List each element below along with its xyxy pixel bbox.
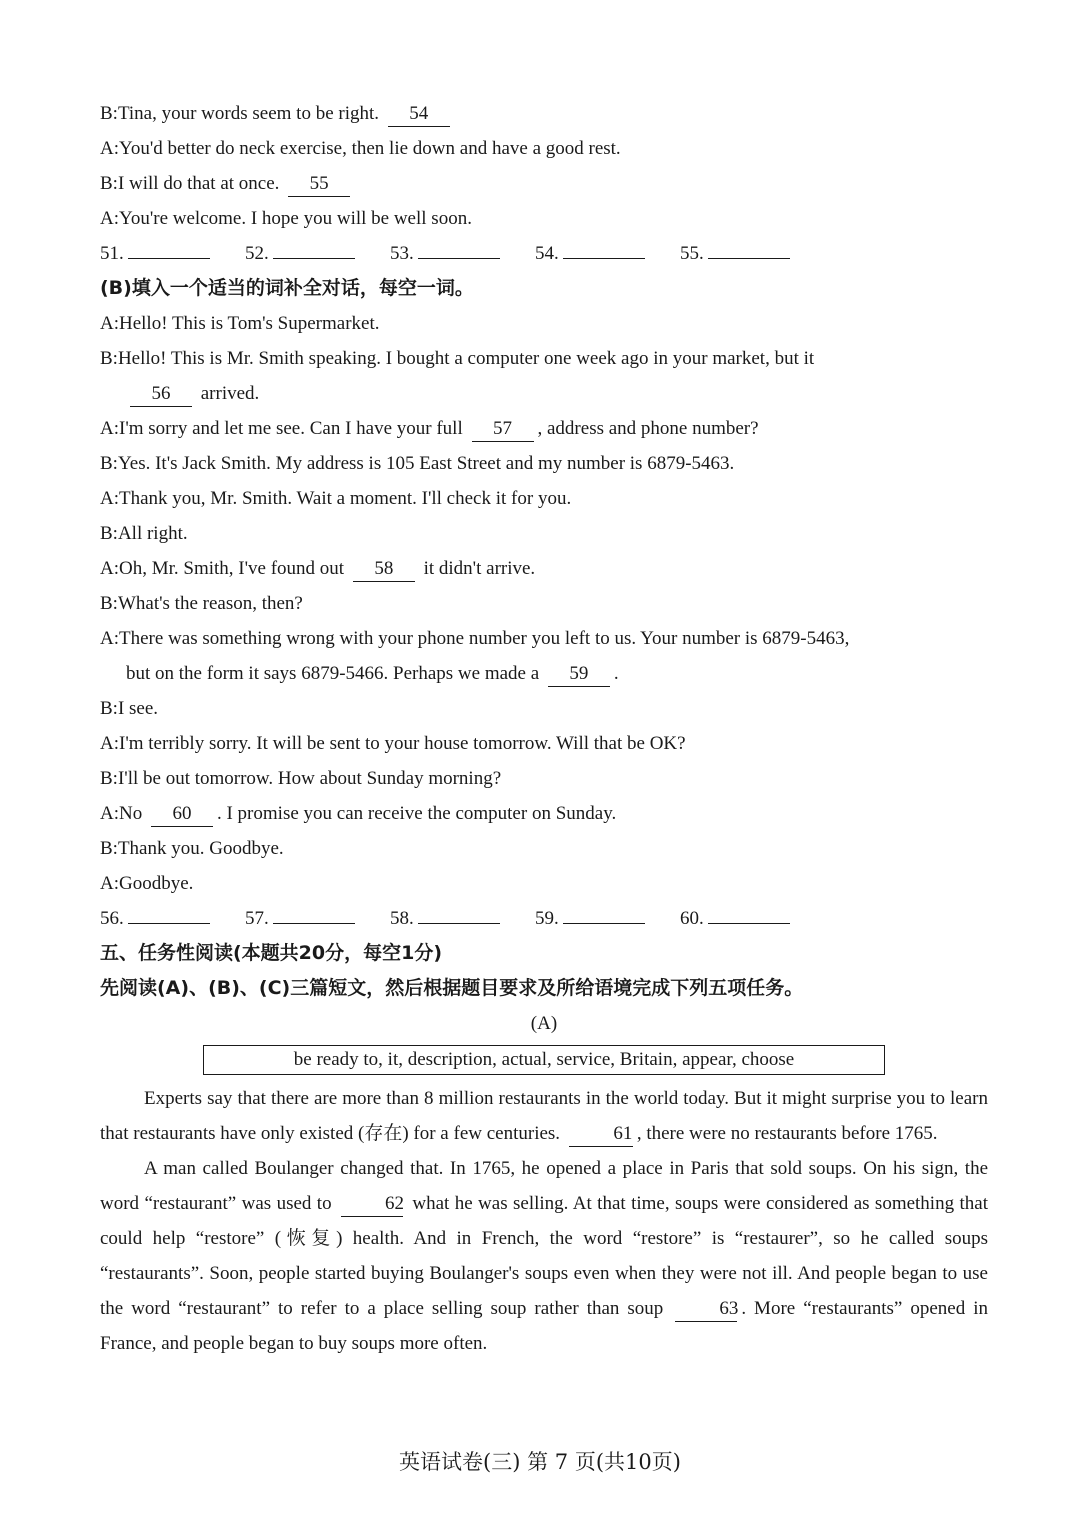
speaker-label: B:	[100, 173, 118, 194]
answer-number: 52.	[245, 243, 269, 264]
answer-number: 55.	[680, 243, 704, 264]
line-text: What's the reason, then?	[117, 593, 303, 614]
dialogue-line	[100, 551, 988, 586]
speaker-label: A:	[100, 873, 119, 894]
para2-text-c: . More “restaurants” opened in France, and people began to buy soups more often.	[100, 1298, 988, 1354]
blank-54: 54	[388, 102, 450, 127]
answer-line	[563, 236, 645, 259]
speaker-label: B:	[100, 698, 118, 719]
line-text: You're welcome. I hope you will be well soon.	[119, 208, 472, 229]
dialogue-line	[100, 446, 988, 481]
dialogue-b	[100, 306, 988, 901]
dialogue-line	[100, 96, 988, 131]
answer-slot	[100, 901, 245, 936]
speaker-label: A:	[100, 628, 119, 649]
line-text: Hello! This is Tom's Supermarket.	[119, 313, 380, 334]
line-text: Oh, Mr. Smith, I've found out	[119, 558, 349, 579]
answer-slot	[390, 236, 535, 271]
paragraph-2	[100, 1151, 988, 1361]
answer-slot	[535, 901, 680, 936]
speaker-label: B:	[100, 348, 118, 369]
dialogue-line	[100, 201, 988, 236]
answer-number: 57.	[245, 908, 269, 929]
para2-text-b: what he was selling. At that time, soups were considered as something that could help “restore” (恢复) health. And in French, the word “restore” is “restaurer”, so he called soups “restaurants”. Soon, people started buying Boulanger's soups even when they were not ill. And people began to use the word “restaurant” to refer to a place selling soup rather than soup	[100, 1193, 988, 1319]
line-text-after: .	[613, 663, 619, 684]
dialogue-line	[100, 341, 988, 376]
line-text: Hello! This is Mr. Smith speaking. I bought a computer one week ago in your market, but it	[117, 348, 815, 369]
dialogue-line	[100, 656, 988, 691]
blank-62: 62	[341, 1192, 403, 1217]
answer-line	[418, 236, 500, 259]
dialogue-line	[100, 411, 988, 446]
speaker-label: A:	[100, 803, 119, 824]
dialogue-line	[100, 796, 988, 831]
dialogue-line	[100, 726, 988, 761]
dialogue-line	[100, 516, 988, 551]
line-text: There was something wrong with your phone number you left to us. Your number is 6879-5463,	[119, 628, 850, 649]
answer-number: 51.	[100, 243, 124, 264]
line-text: All right.	[117, 523, 188, 544]
answer-line	[128, 236, 210, 259]
answer-slot	[680, 236, 825, 271]
answer-slot	[680, 901, 825, 936]
page-footer: 英语试卷(三) 第 7 页(共10页)	[399, 1450, 681, 1474]
speaker-label: B:	[100, 453, 118, 474]
speaker-label: A:	[100, 733, 119, 754]
speaker-label: A:	[100, 313, 119, 334]
dialogue-line	[100, 376, 988, 411]
line-text-after: . I promise you can receive the computer on Sunday.	[216, 803, 617, 824]
answer-number: 54.	[535, 243, 559, 264]
line-text: You'd better do neck exercise, then lie down and have a good rest.	[119, 138, 621, 159]
blank-63: 63	[675, 1297, 737, 1322]
answer-row-51-55	[100, 236, 988, 271]
dialogue-line	[100, 621, 988, 656]
para1-text-a: Experts say that there are more than 8 million restaurants in the world today. But it might surprise you to learn that restaurants have only existed (存在) for a few centuries.	[100, 1088, 988, 1144]
answer-slot	[245, 901, 390, 936]
speaker-label: B:	[100, 838, 118, 859]
line-text: Tina, your words seem to be right.	[117, 103, 384, 124]
answer-number: 56.	[100, 908, 124, 929]
speaker-label: B:	[100, 768, 118, 789]
dialogue-line	[100, 481, 988, 516]
speaker-label: A:	[100, 558, 119, 579]
speaker-label: A:	[100, 138, 119, 159]
dialogue-line	[100, 166, 988, 201]
dialogue-line	[100, 306, 988, 341]
answer-line	[273, 236, 355, 259]
answer-line	[273, 901, 355, 924]
blank-60: 60	[151, 802, 213, 827]
line-text: I'm sorry and let me see. Can I have your full	[119, 418, 468, 439]
line-text: Thank you, Mr. Smith. Wait a moment. I'll check it for you.	[119, 488, 572, 509]
answer-line	[418, 901, 500, 924]
answer-number: 60.	[680, 908, 704, 929]
dialogue-line	[100, 691, 988, 726]
section-b-title: (B)填入一个适当的词补全对话，每空一词。	[100, 277, 474, 299]
dialogue-line	[100, 761, 988, 796]
answer-number: 59.	[535, 908, 559, 929]
answer-number: 53.	[390, 243, 414, 264]
answer-line	[563, 901, 645, 924]
blank-55: 55	[288, 172, 350, 197]
line-text-after: it didn't arrive.	[418, 558, 536, 579]
passage-a-label: (A)	[530, 1013, 558, 1034]
line-text-after: , address and phone number?	[537, 418, 759, 439]
speaker-label: A:	[100, 488, 119, 509]
para2-text-a: A man called Boulanger changed that. In 1765, he opened a place in Paris that sold soups. On his sign, the word “restaurant” was used to	[100, 1158, 988, 1214]
answer-slot	[535, 236, 680, 271]
blank-57: 57	[472, 417, 534, 442]
section-5-title: 五、任务性阅读(本题共20分，每空1分)	[100, 942, 443, 964]
line-text: I'll be out tomorrow. How about Sunday morning?	[117, 768, 502, 789]
blank-61: 61	[569, 1122, 633, 1147]
para1-text-b: , there were no restaurants before 1765.	[636, 1123, 938, 1144]
word-box: be ready to, it, description, actual, service, Britain, appear, choose	[203, 1045, 885, 1075]
blank-58: 58	[353, 557, 415, 582]
speaker-label: A:	[100, 418, 119, 439]
dialogue-line	[100, 866, 988, 901]
line-text: Goodbye.	[119, 873, 194, 894]
line-text: I'm terribly sorry. It will be sent to your house tomorrow. Will that be OK?	[119, 733, 686, 754]
speaker-label: B:	[100, 523, 118, 544]
answer-line	[708, 901, 790, 924]
section-5-instructions: 先阅读(A)、(B)、(C)三篇短文，然后根据题目要求及所给语境完成下列五项任务。	[100, 977, 804, 999]
answer-slot	[245, 236, 390, 271]
line-text-after: arrived.	[196, 383, 260, 404]
speaker-label: A:	[100, 208, 119, 229]
answer-number: 58.	[390, 908, 414, 929]
answer-line	[128, 901, 210, 924]
line-text: I see.	[117, 698, 159, 719]
dialogue-continued	[100, 96, 988, 236]
line-text: I will do that at once.	[117, 173, 285, 194]
exam-page	[100, 96, 988, 1361]
answer-line	[708, 236, 790, 259]
answer-slot	[390, 901, 535, 936]
dialogue-line	[100, 586, 988, 621]
paragraph-1	[100, 1081, 988, 1151]
speaker-label: B:	[100, 593, 118, 614]
dialogue-line	[100, 131, 988, 166]
blank-56: 56	[130, 382, 192, 407]
blank-59: 59	[548, 662, 610, 687]
dialogue-line	[100, 831, 988, 866]
speaker-label: B:	[100, 103, 118, 124]
line-text: but on the form it says 6879-5466. Perhaps we made a	[126, 663, 544, 684]
line-text: Thank you. Goodbye.	[117, 838, 284, 859]
answer-slot	[100, 236, 245, 271]
answer-row-56-60	[100, 901, 988, 936]
line-text: Yes. It's Jack Smith. My address is 105 East Street and my number is 6879-5463.	[117, 453, 735, 474]
line-text: No	[119, 803, 147, 824]
